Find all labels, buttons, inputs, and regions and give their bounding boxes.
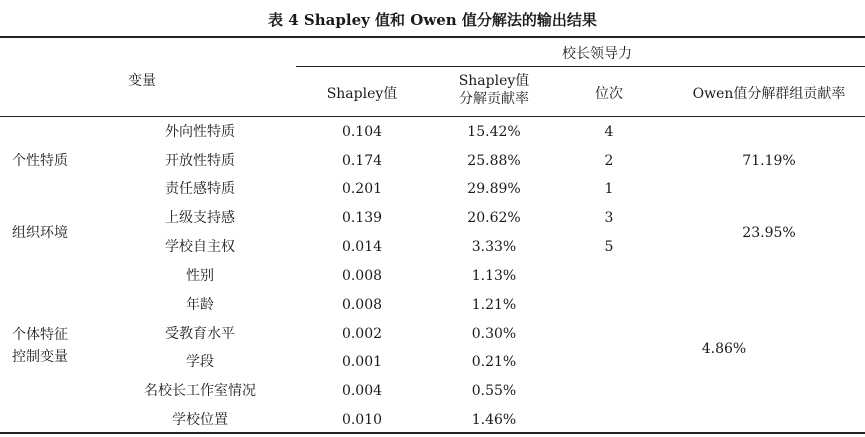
cell-shapley: 0.174 xyxy=(341,153,383,169)
header-variable: 变量 xyxy=(128,73,156,89)
cell-rank: 4 xyxy=(604,124,614,140)
cell-shapley: 0.008 xyxy=(341,297,383,313)
group-underline xyxy=(296,66,865,67)
cell-rate: 29.89% xyxy=(467,181,521,197)
header-owen: Owen值分解群组贡献率 xyxy=(692,86,846,102)
cell-shapley: 0.004 xyxy=(341,383,383,399)
header-group: 校长领导力 xyxy=(562,46,632,62)
group-label: 个性特质 xyxy=(12,153,68,169)
cell-variable: 责任感特质 xyxy=(165,181,235,197)
cell-rate: 1.46% xyxy=(471,412,517,428)
cell-rate: 3.33% xyxy=(471,239,517,255)
cell-variable: 学段 xyxy=(186,354,214,370)
cell-shapley: 0.001 xyxy=(341,354,383,370)
cell-rank: 3 xyxy=(604,210,614,226)
group-label: 控制变量 xyxy=(12,349,68,365)
cell-variable: 年龄 xyxy=(186,297,214,313)
cell-rate: 25.88% xyxy=(467,153,521,169)
cell-shapley: 0.002 xyxy=(341,326,383,342)
header-contribution xyxy=(459,72,530,108)
cell-rate: 0.55% xyxy=(471,383,517,399)
cell-rank: 1 xyxy=(604,181,614,197)
cell-rate: 0.21% xyxy=(471,354,517,370)
header-bottom-rule xyxy=(0,116,865,117)
cell-shapley: 0.008 xyxy=(341,268,383,284)
cell-shapley: 0.014 xyxy=(341,239,383,255)
bottom-rule xyxy=(0,432,865,434)
header-contribution-line1: Shapley值 xyxy=(458,73,530,89)
top-rule xyxy=(0,36,865,38)
cell-rate: 20.62% xyxy=(467,210,521,226)
header-rank: 位次 xyxy=(595,86,623,102)
cell-rate: 0.30% xyxy=(471,326,517,342)
cell-shapley: 0.201 xyxy=(341,181,383,197)
cell-rank: 2 xyxy=(604,153,614,169)
cell-rank: 5 xyxy=(604,239,614,255)
cell-rate: 1.13% xyxy=(471,268,517,284)
cell-variable: 名校长工作室情况 xyxy=(144,383,256,399)
cell-shapley: 0.104 xyxy=(341,124,383,140)
group-label: 组织环境 xyxy=(12,225,68,241)
cell-variable: 学校自主权 xyxy=(165,239,235,255)
cell-variable: 外向性特质 xyxy=(165,124,235,140)
owen-value: 23.95% xyxy=(742,225,796,241)
cell-variable: 开放性特质 xyxy=(165,153,235,169)
group-label: 个体特征 xyxy=(12,327,68,343)
cell-variable: 性别 xyxy=(186,268,214,284)
cell-rate: 1.21% xyxy=(471,297,517,313)
owen-value: 71.19% xyxy=(742,153,796,169)
cell-shapley: 0.010 xyxy=(341,412,383,428)
header-contribution-line2: 分解贡献率 xyxy=(459,91,529,107)
cell-variable: 学校位置 xyxy=(172,412,228,428)
cell-rate: 15.42% xyxy=(467,124,521,140)
owen-value: 4.86% xyxy=(701,341,747,357)
cell-variable: 上级支持感 xyxy=(165,210,235,226)
cell-shapley: 0.139 xyxy=(341,210,383,226)
cell-variable: 受教育水平 xyxy=(165,326,235,342)
table-title: 表 4 Shapley 值和 Owen 值分解法的输出结果 xyxy=(268,11,597,29)
header-shapley: Shapley值 xyxy=(326,86,398,102)
